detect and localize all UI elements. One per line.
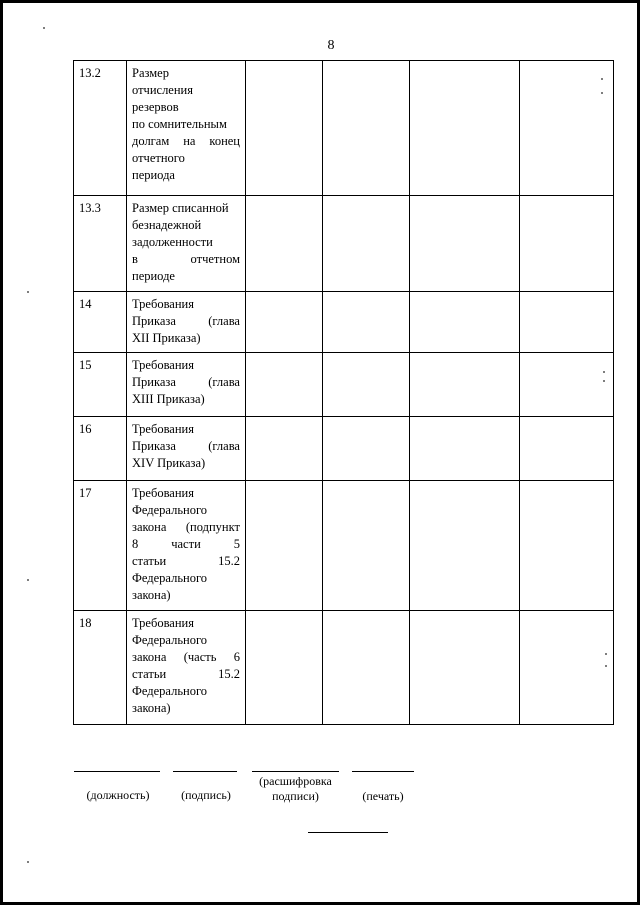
description-line: Требования — [132, 486, 194, 500]
decoding-signature-line — [252, 771, 339, 772]
row-number: 13.2 — [74, 61, 127, 196]
empty-cell-col3 — [246, 292, 323, 353]
scan-speck — [603, 380, 605, 382]
empty-cell-col4 — [323, 196, 410, 292]
row-description — [127, 417, 246, 481]
seal-label: (печать) — [362, 789, 404, 803]
description-line: отчисления — [132, 83, 193, 97]
scan-speck — [27, 579, 29, 581]
row-number: 16 — [74, 417, 127, 481]
report-table — [73, 60, 614, 725]
description-line: Размер — [132, 66, 169, 80]
empty-cell-col5 — [410, 417, 520, 481]
empty-cell-col6 — [520, 481, 614, 611]
description-line: закона) — [132, 701, 171, 715]
description-line: Приказа (глава — [132, 439, 240, 453]
description-line: периоде — [132, 269, 175, 283]
description-line: закона (подпункт — [132, 520, 240, 534]
scan-speck — [43, 27, 45, 29]
empty-cell-col6 — [520, 417, 614, 481]
description-line: XIII Приказа) — [132, 392, 205, 406]
empty-cell-col6 — [520, 61, 614, 196]
seal-line — [352, 771, 414, 772]
scan-speck — [605, 665, 607, 667]
empty-cell-col5 — [410, 611, 520, 725]
position-signature-line — [74, 771, 160, 772]
empty-cell-col6 — [520, 611, 614, 725]
description-line: Приказа (глава — [132, 375, 240, 389]
description-line: Федерального — [132, 684, 208, 698]
table-row — [74, 481, 614, 611]
scan-speck — [27, 291, 29, 293]
empty-cell-col3 — [246, 353, 323, 417]
description-line: Требования — [132, 616, 194, 630]
empty-cell-col3 — [246, 417, 323, 481]
bottom-rule — [308, 832, 388, 833]
row-description — [127, 292, 246, 353]
empty-cell-col4 — [323, 61, 410, 196]
empty-cell-col3 — [246, 196, 323, 292]
description-line: Федерального — [132, 633, 208, 647]
table-row — [74, 353, 614, 417]
empty-cell-col4 — [323, 353, 410, 417]
row-description — [127, 611, 246, 725]
row-description — [127, 196, 246, 292]
empty-cell-col5 — [410, 481, 520, 611]
table-row — [74, 292, 614, 353]
empty-cell-col6 — [520, 196, 614, 292]
description-line: XII Приказа) — [132, 331, 201, 345]
description-line: задолженности — [132, 235, 213, 249]
description-line: XIV Приказа) — [132, 456, 206, 470]
description-line: закона (часть 6 — [132, 650, 240, 664]
description-line: Приказа (глава — [132, 314, 240, 328]
description-line: закона) — [132, 588, 171, 602]
scan-speck — [601, 92, 603, 94]
description-line: периода — [132, 168, 175, 182]
position-label: (должность) — [86, 788, 150, 802]
empty-cell-col3 — [246, 481, 323, 611]
scan-speck — [603, 371, 605, 373]
description-line: Размер списанной — [132, 201, 229, 215]
row-number: 15 — [74, 353, 127, 417]
row-number: 18 — [74, 611, 127, 725]
scan-speck — [27, 861, 29, 863]
description-line: Требования — [132, 422, 194, 436]
row-number: 13.3 — [74, 196, 127, 292]
empty-cell-col3 — [246, 611, 323, 725]
table-row — [74, 611, 614, 725]
empty-cell-col5 — [410, 353, 520, 417]
page-number: 8 — [327, 38, 335, 53]
table-row — [74, 196, 614, 292]
row-description — [127, 481, 246, 611]
table-row — [74, 417, 614, 481]
description-line: Федерального — [132, 571, 208, 585]
description-line: долгам на конец — [132, 134, 240, 148]
description-line: статьи 15.2 — [132, 554, 240, 568]
description-line: статьи 15.2 — [132, 667, 240, 681]
description-line: Федерального — [132, 503, 208, 517]
row-description — [127, 353, 246, 417]
empty-cell-col3 — [246, 61, 323, 196]
description-line: Требования — [132, 358, 194, 372]
empty-cell-col6 — [520, 292, 614, 353]
empty-cell-col4 — [323, 417, 410, 481]
empty-cell-col4 — [323, 292, 410, 353]
scan-speck — [605, 653, 607, 655]
description-line: безнадежной — [132, 218, 202, 232]
description-line: Требования — [132, 297, 194, 311]
document-page — [3, 3, 637, 902]
row-description — [127, 61, 246, 196]
description-line: резервов — [132, 100, 179, 114]
signature-label: (подпись) — [181, 788, 231, 802]
description-line: 8 части 5 — [132, 537, 240, 551]
empty-cell-col5 — [410, 61, 520, 196]
description-line: в отчетном — [132, 252, 240, 266]
decoding-label-line2: подписи) — [272, 789, 319, 803]
empty-cell-col4 — [323, 481, 410, 611]
row-number: 17 — [74, 481, 127, 611]
description-line: по сомнительным — [132, 117, 227, 131]
empty-cell-col5 — [410, 196, 520, 292]
description-line: отчетного — [132, 151, 185, 165]
table-row — [74, 61, 614, 196]
decoding-label-line1: (расшифровка — [259, 774, 332, 788]
row-number: 14 — [74, 292, 127, 353]
scan-speck — [601, 78, 603, 80]
empty-cell-col5 — [410, 292, 520, 353]
empty-cell-col6 — [520, 353, 614, 417]
signature-line — [173, 771, 237, 772]
empty-cell-col4 — [323, 611, 410, 725]
